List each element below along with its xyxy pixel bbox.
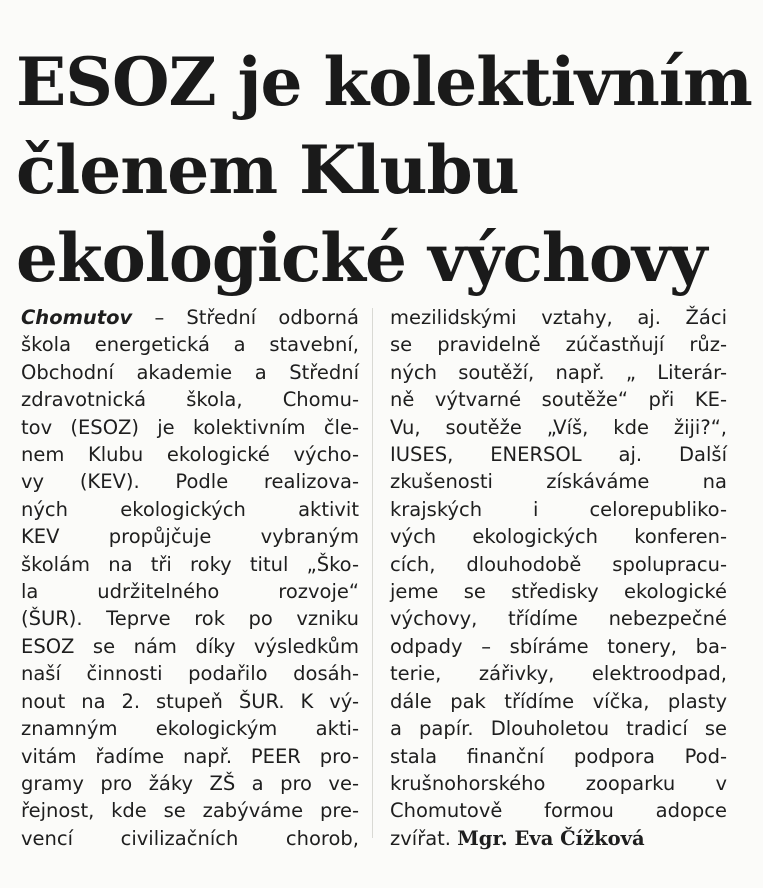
text-line: vy (KEV). Podle realizova- [21,470,359,494]
article-column-right [390,304,727,852]
text-line [390,825,727,852]
text-line: jeme se středisky ekologické [390,580,727,604]
text-line: a papír. Dlouholetou tradicí se [390,717,727,741]
article-author: Mgr. Eva Čížková [457,826,645,850]
text-line: krušnohorského zooparku v [390,771,727,795]
text-line: zdravotnická škola, Chomu- [21,388,359,412]
text-line: odpady – sbíráme tonery, ba- [390,634,727,658]
text-line: škola energetická a stavební, [21,333,359,357]
text-line: nem Klubu ekologické výcho- [21,443,359,467]
text-line: cích, dlouhodobě spolupracu- [390,552,727,576]
text-line: Obchodní akademie a Střední [21,360,359,384]
text-line: znamným ekologickým akti- [21,717,359,741]
text-line: ESOZ se nám díky výsledkům [21,634,359,658]
text-line: Vu, soutěže „Víš, kde žiji?“, [390,415,727,439]
text-line: vencí civilizačních chorob, [21,826,359,850]
text-line: vitám řadíme např. PEER pro- [21,744,359,768]
text-line: tov (ESOZ) je kolektivním čle- [21,415,359,439]
text-line: ně výtvarné soutěže“ při KE- [390,388,727,412]
text-line: řejnost, kde se zabýváme pre- [21,799,359,823]
text-line: naší činnosti podařilo dosáh- [21,662,359,686]
text-fragment: – Střední odborná [132,306,359,329]
text-line: stala finanční podpora Pod- [390,744,727,768]
text-line: (ŠUR). Teprve rok po vzniku [21,607,359,631]
dateline: Chomutov [21,306,133,329]
text-fragment: zvířat. [390,826,452,850]
headline-line: ESOZ je kolektivním [16,43,752,121]
text-line: IUSES, ENERSOL aj. Další [390,443,727,467]
text-line: terie, zářivky, elektroodpad, [390,662,727,686]
text-line: mezilidskými vztahy, aj. Žáci [390,306,727,329]
text-line: nout na 2. stupeň ŠUR. K vý- [21,689,359,713]
text-line: se pravidelně zúčastňují růz- [390,333,727,357]
text-line: výchovy, třídíme nebezpečné [390,607,727,631]
text-line [21,304,359,331]
text-line: zkušenosti získáváme na [390,470,727,494]
text-line: ných soutěží, např. „ Literár- [390,360,727,384]
text-line: ných ekologických aktivit [21,497,359,521]
headline-line: členem Klubu [16,131,519,209]
column-divider [372,308,373,838]
text-line: školám na tři roky titul „Ško- [21,552,359,576]
text-line: gramy pro žáky ZŠ a pro ve- [21,771,359,795]
text-line: Chomutově formou adopce [390,799,727,823]
article-column-left [21,304,359,852]
article-headline [16,38,756,302]
text-line: KEV propůjčuje vybraným [21,525,359,549]
text-line: krajských i celorepubliko- [390,497,727,521]
headline-line: ekologické výchovy [16,219,707,297]
text-line: dále pak třídíme víčka, plasty [390,689,727,713]
text-line: la udržitelného rozvoje“ [21,580,359,604]
text-line: vých ekologických konferen- [390,525,727,549]
